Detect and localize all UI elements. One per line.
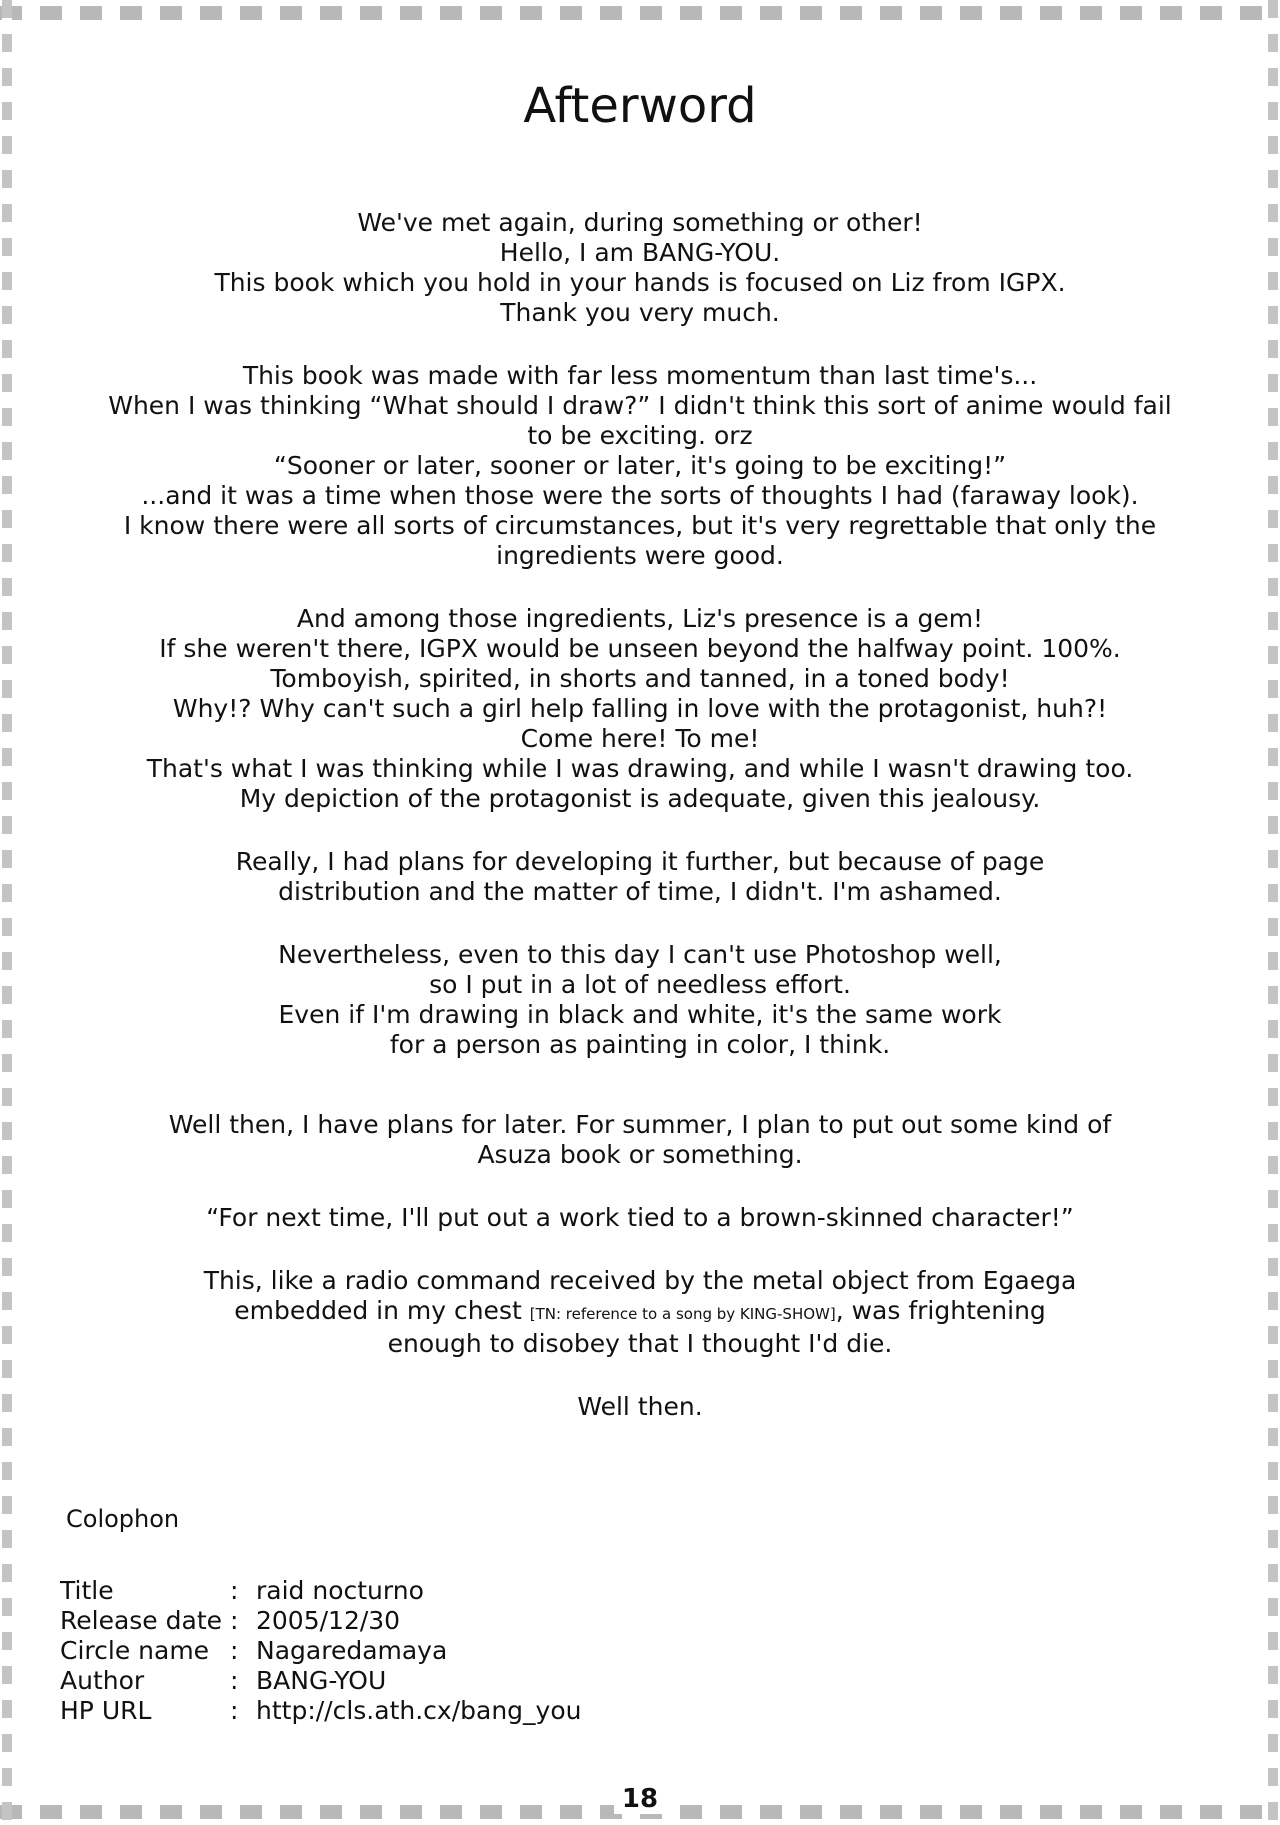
page-number-container xyxy=(0,1784,1280,1814)
colophon-row xyxy=(60,1636,581,1666)
right-border xyxy=(1268,0,1278,1825)
colophon-value: Nagaredamaya xyxy=(256,1636,448,1665)
paragraph xyxy=(100,940,1180,1060)
text-line: This book which you hold in your hands is focused on Liz from IGPX. xyxy=(214,268,1066,297)
top-border xyxy=(0,6,1280,20)
text-line: This book was made with far less momentum than last time's... xyxy=(242,361,1038,390)
left-border xyxy=(2,0,12,1825)
text-line: Asuza book or something. xyxy=(477,1140,803,1169)
text-line: ingredients were good. xyxy=(496,541,784,570)
paragraph xyxy=(100,361,1180,571)
text-line: ...and it was a time when those were the sorts of thoughts I had (faraway look). xyxy=(141,481,1139,510)
colophon-label: HP URL xyxy=(60,1696,152,1725)
text-line: “Sooner or later, sooner or later, it's going to be exciting!” xyxy=(273,451,1007,480)
text-line: Why!? Why can't such a girl help falling in love with the protagonist, huh?! xyxy=(172,694,1108,723)
paragraph xyxy=(100,1392,1180,1422)
colophon-label: Title xyxy=(60,1576,114,1605)
colophon-table xyxy=(60,1576,581,1726)
text-span: , was frightening xyxy=(835,1296,1046,1325)
colophon-label: Circle name xyxy=(60,1636,210,1665)
text-line: Even if I'm drawing in black and white, it's the same work xyxy=(278,1000,1002,1029)
text-line: We've met again, during something or other! xyxy=(357,208,923,237)
text-line: Hello, I am BANG-YOU. xyxy=(499,238,781,267)
paragraph xyxy=(100,208,1180,328)
text-line: Really, I had plans for developing it further, but because of page xyxy=(235,847,1045,876)
afterword-body xyxy=(100,208,1180,1455)
text-line: Nevertheless, even to this day I can't use Photoshop well, xyxy=(278,940,1002,969)
paragraph xyxy=(100,1203,1180,1233)
text-line: Thank you very much. xyxy=(500,298,780,327)
colophon-value: BANG-YOU xyxy=(256,1666,387,1695)
colophon-value: 2005/12/30 xyxy=(256,1606,401,1635)
colophon-separator: : xyxy=(230,1636,239,1665)
colophon-separator: : xyxy=(230,1606,239,1635)
text-line: to be exciting. orz xyxy=(527,421,753,450)
colophon-label: Release date xyxy=(60,1606,222,1635)
page-title: Afterword xyxy=(523,78,757,134)
text-line: Tomboyish, spirited, in shorts and tanned, in a toned body! xyxy=(270,664,1010,693)
text-line: I know there were all sorts of circumstances, but it's very regrettable that only the xyxy=(123,511,1157,540)
page-number: 18 xyxy=(614,1784,666,1814)
text-line: “For next time, I'll put out a work tied to a brown-skinned character!” xyxy=(206,1203,1074,1232)
colophon-separator: : xyxy=(230,1576,239,1605)
text-line: That's what I was thinking while I was drawing, and while I wasn't drawing too. xyxy=(146,754,1134,783)
text-line: My depiction of the protagonist is adequate, given this jealousy. xyxy=(239,784,1041,813)
text-line: Come here! To me! xyxy=(520,724,760,753)
colophon-row xyxy=(60,1666,581,1696)
colophon-row xyxy=(60,1576,581,1606)
text-line: This, like a radio command received by the metal object from Egaega xyxy=(203,1266,1077,1295)
colophon-label: Author xyxy=(60,1666,145,1695)
colophon-value: raid nocturno xyxy=(256,1576,424,1605)
text-line: When I was thinking “What should I draw?” I didn't think this sort of anime would fail xyxy=(108,391,1172,420)
translator-note: [TN: reference to a song by KING-SHOW] xyxy=(529,1305,836,1323)
colophon-row xyxy=(60,1696,581,1726)
text-line: Well then, I have plans for later. For summer, I plan to put out some kind of xyxy=(168,1110,1112,1139)
text-span: embedded in my chest xyxy=(234,1296,530,1325)
paragraph xyxy=(100,1110,1180,1170)
colophon-separator: : xyxy=(230,1696,239,1725)
text-line xyxy=(100,1296,1180,1329)
text-line: And among those ingredients, Liz's presence is a gem! xyxy=(296,604,984,633)
paragraph xyxy=(100,847,1180,907)
paragraph xyxy=(100,1266,1180,1359)
paragraph xyxy=(100,604,1180,814)
text-line: enough to disobey that I thought I'd die. xyxy=(387,1329,893,1358)
homepage-url: http://cls.ath.cx/bang_you xyxy=(256,1696,582,1725)
text-line: for a person as painting in color, I think. xyxy=(389,1030,891,1059)
colophon-heading: Colophon xyxy=(66,1505,180,1533)
colophon-row xyxy=(60,1606,581,1636)
closing-line: Well then. xyxy=(577,1392,703,1421)
text-line: so I put in a lot of needless effort. xyxy=(429,970,851,999)
colophon-separator: : xyxy=(230,1666,239,1695)
text-line: If she weren't there, IGPX would be unseen beyond the halfway point. 100%. xyxy=(159,634,1121,663)
text-line: distribution and the matter of time, I didn't. I'm ashamed. xyxy=(278,877,1002,906)
